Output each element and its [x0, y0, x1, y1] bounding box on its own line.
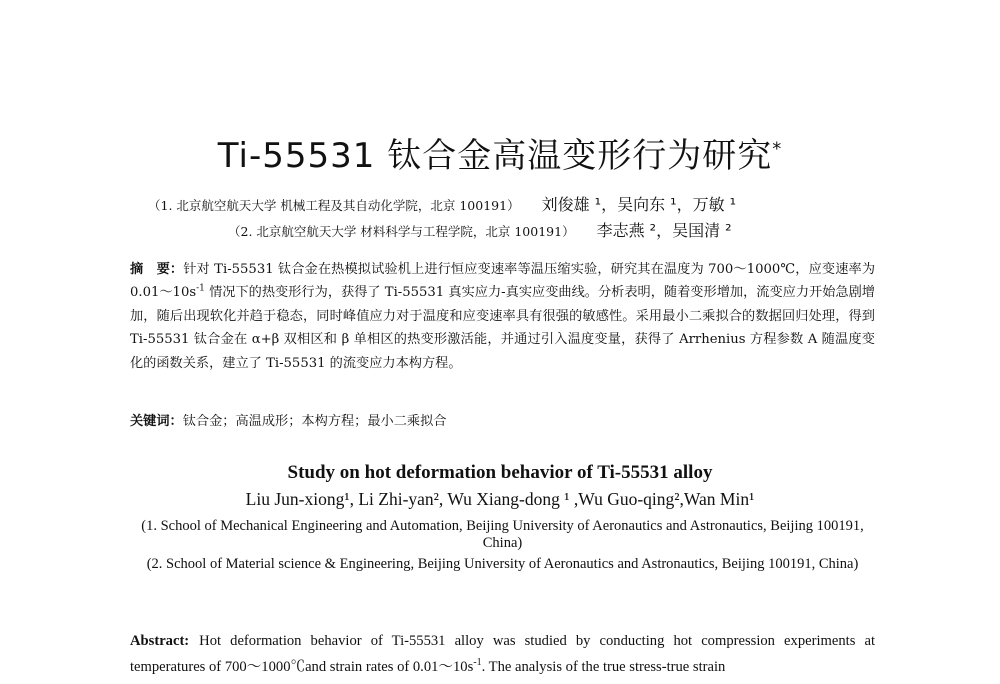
- abstract-en-text-1: Hot deformation behavior of Ti-55531 alloy was studied by conducting hot compression experiments at temperatures of 700～1000℃and strain rates of 0.01～10s: [130, 633, 875, 675]
- abstract-cn-superscript: -1: [196, 284, 205, 295]
- paper-title-en: Study on hot deformation behavior of Ti-55531 alloy: [287, 462, 713, 483]
- abstract-en-superscript: -1: [473, 657, 482, 669]
- affiliation-en-1: (1. School of Mechanical Engineering and Automation, Beijing University of Aeronautics and Astronautics, Beijing 100191, China): [141, 518, 864, 551]
- abstract-en-label: Abstract:: [130, 633, 190, 649]
- abstract-cn-text-1: 针对 Ti-55531 钛合金在热模拟试验机上进行恒应变速率等温压缩实验，研究其在温度为 700～1000℃，应变速率为 0.01～10s: [130, 262, 876, 301]
- abstract-en: [130, 628, 875, 680]
- authors-en: Liu Jun-xiong¹, Li Zhi-yan², Wu Xiang-dong ¹ ,Wu Guo-qing²,Wan Min¹: [245, 489, 755, 509]
- affiliation-cn-1-institution: （1. 北京航空航天大学 机械工程及其自动化学院，北京 100191）: [148, 198, 520, 213]
- affiliation-cn-2-authors: 李志燕 ²，吴国清 ²: [596, 221, 732, 240]
- abstract-cn: [130, 258, 875, 375]
- abstract-cn-text-2: 情况下的热变形行为，获得了 Ti-55531 真实应力-真实应变曲线。分析表明，随着变形增加，流变应力开始急剧增加，随后出现软化并趋于稳态，同时峰值应力对于温度和应变速率具有很强的敏感性。采用最小二乘拟合的数据回归处理，得到 Ti-55531 钛合金在 α+β 双相区和 β 单相区的热变形激活能，并通过引入温度变量，获得了 Arrhenius 方程参数 A 随温度变化的函数关系，建立了 Ti-55531 的流变应力本构方程。: [130, 285, 875, 371]
- affiliation-cn-2-institution: （2. 北京航空航天大学 材料科学与工程学院，北京 100191）: [228, 224, 575, 239]
- affiliation-cn-1: [148, 192, 736, 215]
- affiliation-en-2: (2. School of Material science & Engineering, Beijing University of Aeronautics and Astronautics, Beijing 100191, China): [146, 556, 859, 572]
- keywords-cn-label: 关键词：: [130, 414, 183, 429]
- keywords-cn: [130, 410, 875, 429]
- abstract-cn-label: 摘 要：: [130, 262, 184, 277]
- title-text: Ti-55531 钛合金高温变形行为研究: [217, 136, 773, 176]
- affiliation-cn-1-authors: 刘俊雄 ¹，吴向东 ¹，万敏 ¹: [541, 195, 737, 214]
- affiliation-cn-2: [228, 218, 732, 241]
- title-footnote-mark: *: [772, 138, 783, 160]
- paper-title-cn: [0, 128, 1000, 177]
- keywords-cn-text: 钛合金；高温成形；本构方程；最小二乘拟合: [182, 414, 447, 429]
- abstract-en-text-2: . The analysis of the true stress-true strain: [481, 659, 726, 675]
